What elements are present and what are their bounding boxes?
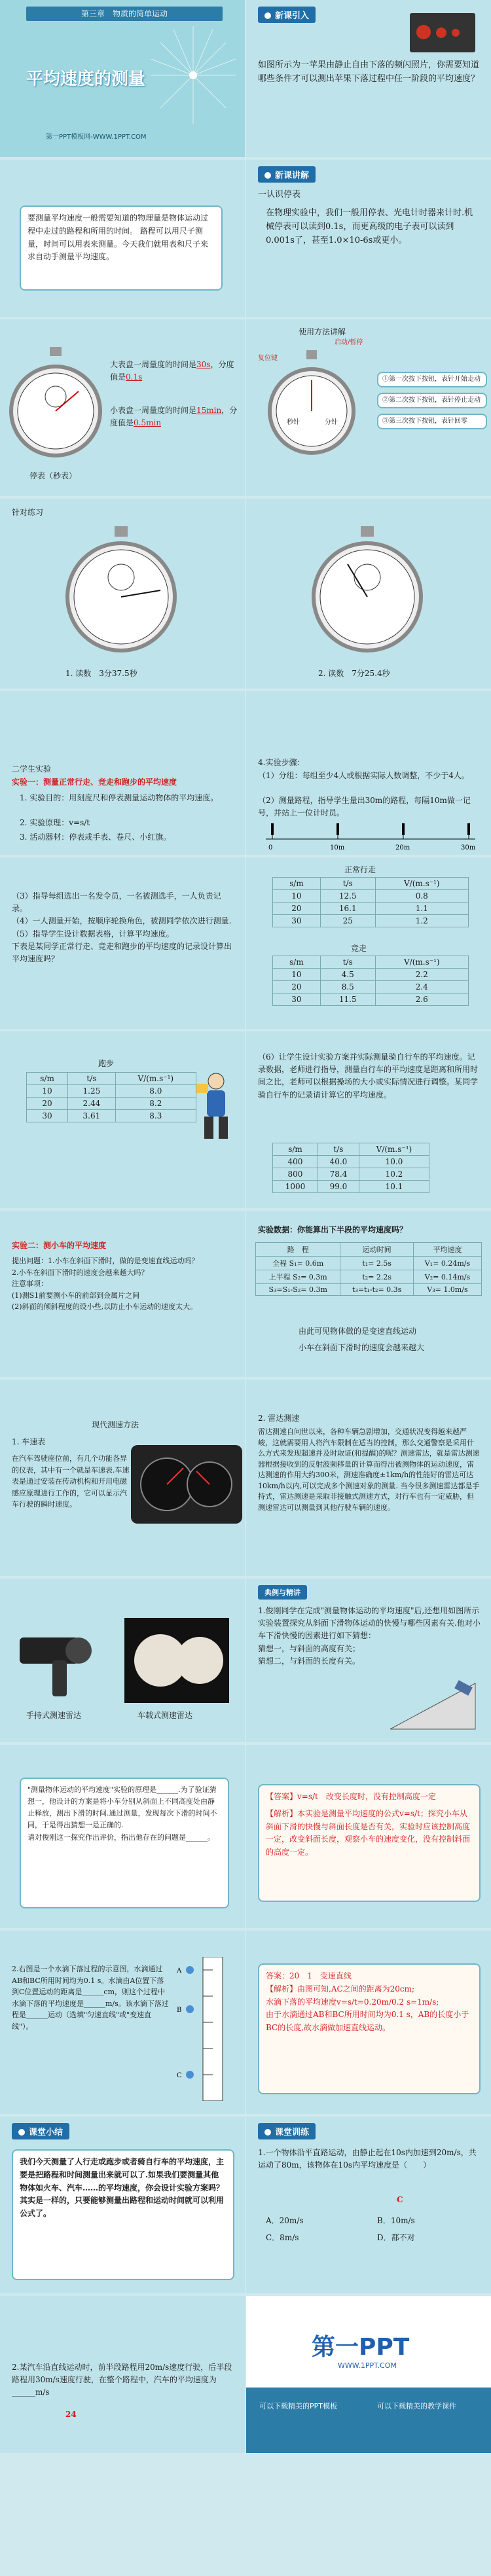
table-row: 30 11.5 2.6 xyxy=(273,993,469,1006)
stopwatch-icon xyxy=(62,525,180,656)
experiment-item: 3. 活动器材：停表或手表、卷尺、小红旗。 xyxy=(20,832,172,842)
drop-text: 2.右图是一个水滴下落过程的示意图，水滴通过AB和BC所用时间均为0.1 s。水滴由A位置下落到C位置运动的距离是______cm，则这个过程中水滴下落的平均速度是______m/s。该水滴下落过程是______运动（选填"匀速直线"或"变速直线"）。 xyxy=(12,1965,169,2031)
point-label: C xyxy=(177,2072,182,2079)
slide-exercise2 xyxy=(0,2296,245,2453)
intro-text: 如图所示为一苹果由静止自由下落的频闪照片，你需要知道哪些条件才可以测出苹果下落过程中任一阶段的平均速度？ xyxy=(258,60,480,84)
table-row: 30 3.61 8.3 xyxy=(27,1110,196,1122)
slope-diagram xyxy=(384,1677,482,1736)
option-item: C．8m/s xyxy=(266,2233,299,2242)
example-text: 1.俊刚同学在完成"测量物体运动的平均速度"后,还想用如图所示实验装置探究从斜面下滑物体运动的快慢与哪些因素有关.他对小车下滑快慢的因素进行如下猜想： 猜想一，与斜面的高度有关； 猜想二，与斜面的长度有关。 xyxy=(258,1606,481,1666)
stopwatch-icon xyxy=(308,525,426,656)
slide-answer2 xyxy=(246,1931,491,2114)
footer-text: 可以下载精美的教学课件 xyxy=(377,2402,456,2410)
usage-steps xyxy=(377,372,487,429)
stopwatch-icon xyxy=(7,346,105,463)
steps-item: （2）测量路程，指导学生量出30m的路程，每隔10m做一记号，并站上一位计时员。 xyxy=(258,796,471,818)
answer-text: 答案：20 1 变速直线 xyxy=(266,1971,352,1980)
slide-measure xyxy=(0,160,245,317)
steps-title: 4.实验步骤： xyxy=(258,758,305,767)
track-diagram xyxy=(259,822,482,852)
answer-text: 【答案】v=s/t 改变长度时，没有控制高度一定 xyxy=(266,1792,436,1801)
apple-photo xyxy=(410,13,475,52)
table-title-run: 跑步 xyxy=(98,1059,115,1068)
slide-usage xyxy=(246,319,491,496)
radar-gun-icon xyxy=(13,1624,105,1703)
label-second: 秒针 xyxy=(287,419,300,426)
usage-step: ②第二次按下按钮，表针停止走动 xyxy=(377,393,487,408)
data-conclusion: 由此可见物体做的是变速直线运动 xyxy=(299,1327,417,1336)
label-reset: 启动/暂停 xyxy=(335,339,363,346)
section-badge: 课堂小结 xyxy=(12,2123,69,2139)
end-logo: 第一PPT xyxy=(312,2334,410,2361)
table-row: 800 78.4 10.2 xyxy=(273,1168,429,1181)
answer-box xyxy=(258,1963,481,2094)
slide-practice1 xyxy=(0,499,245,689)
slide-answer1 xyxy=(246,1745,491,1928)
track-tick: 10m xyxy=(330,844,345,851)
option-item: B．10m/s xyxy=(377,2216,415,2225)
stopwatch-text: 在物理实验中，我们一般用停表、光电计时器来计时.机械停表可以读到0.1s，而更高级的电子表可以读到0.001s了，甚至1.0×10-6s或更小。 xyxy=(266,208,473,245)
end-url: WWW.1PPT.COM xyxy=(338,2361,397,2370)
speedometer-text: 在汽车驾驶座位前，有几个功能各异的仪表，其中有一个就是车速表.车速表是通过安装在传动机构和开用电磁感应原理进行工作的，它可以显示汽车行驶的瞬时速度。 xyxy=(12,1454,130,1509)
slide-experiment1 xyxy=(0,691,245,855)
answer-analysis: 由于水滴通过AB和BC所用时间均为0.1 s，AB的长度小于BC的长度,故水滴做加速直线运动。 xyxy=(266,2010,469,2033)
table-row: 400 40.0 10.0 xyxy=(273,1156,429,1168)
answer-analysis: 【解析】本实验是测量平均速度的公式v=s/t；探究小车从斜面下滑的快慢与斜面长度是否有关，实验时应该控制高度一定，改变斜面长度，观察小车的速度变化，没有控制斜面的高度一定。 xyxy=(266,1808,471,1857)
option-item: A．20m/s xyxy=(266,2216,304,2225)
stopwatch-caption: 停表（秒表） xyxy=(29,471,77,480)
page-title: 平均速度的测量 xyxy=(26,69,146,89)
bike-table: s/m t/s V/(m.s⁻¹) 400 40.0 10.0 800 78.4 10.2 1000 99.0 10.1 xyxy=(272,1143,429,1193)
slide-title xyxy=(0,0,245,157)
ruler-diagram xyxy=(177,1957,236,2101)
answer-analysis: 水滴下落的平均速度v=s/t=0.20m/0.2 s=1m/s; xyxy=(266,1997,439,2007)
brand-text: 第一PPT模板网-WWW.1PPT.COM xyxy=(46,134,147,141)
table-row: 10 12.5 0.8 xyxy=(273,890,469,903)
modern-title: 现代测速方法 xyxy=(92,1420,139,1429)
exercise-text: 2.某汽车沿直线运动时，前半段路程用20m/s速度行驶，后半段路程用30m/s速度行驶，在整个路程中，汽车的平均速度为______m/s xyxy=(12,2363,232,2397)
radar-text: 雷达测速自问世以来，各种车辆急剧增加，交通状况变得越来越严峻，这就需要用人将汽车限制在适当的控制，那么交通警察是采用什么方式来发现超速并及时取证(和提醒)的呢？测速雷达，就是雷达测速器根据接收到的反射波频移量的计算而得出被测物体的运动速度，雷达测速的作用大约300米，测速准确度±1km/h的性能好的雷达可达10km/h以内,可以完成多个测速对象的测量. 当今很多测速雷达都是手持式，雷达测速是采取非接触式测速方式，对行车也有一定威胁，但测速雷达可以测量到其他行驶车辆的速度。 xyxy=(258,1427,480,1512)
table-row: 20 16.1 1.1 xyxy=(273,903,469,915)
label-minute: 分针 xyxy=(325,419,338,426)
training-answer: C xyxy=(397,2195,403,2204)
table-row: 全程 S₁= 0.6m t₁= 2.5s V₁= 0.24m/s xyxy=(256,1257,482,1270)
race-table: s/m t/s V/(m.s⁻¹) 10 4.5 2.2 20 8.5 2.4 30 11.5 2.6 xyxy=(272,956,469,1006)
slide-stopwatch xyxy=(0,319,245,496)
end-footer xyxy=(246,2388,491,2453)
section-badge: 典例与精讲 xyxy=(258,1585,307,1600)
slide-table-walk xyxy=(246,857,491,1029)
slide-training xyxy=(246,2117,491,2293)
steps-item: （1）分组：每组至少4人或根据实际人数调整，不少于4人。 xyxy=(258,771,469,780)
chapter-banner: 第三章 物质的简单运动 xyxy=(26,7,223,21)
slide-bike xyxy=(246,1031,491,1208)
table-title-walk: 正常行走 xyxy=(344,865,376,874)
track-tick: 0 xyxy=(268,844,273,851)
sub-heading: 一认识停表 xyxy=(258,190,301,200)
label-resetkey: 复位键 xyxy=(258,355,278,362)
table-row: 1000 99.0 10.1 xyxy=(273,1181,429,1193)
run-table: s/m t/s V/(m.s⁻¹) 10 1.25 8.0 20 2.44 8.2 30 3.61 8.3 xyxy=(26,1072,196,1122)
procedure-text: （3）指导每组选出一名发令员，一名被测选手，一人负责记录。 （4）一人测量开始，按顺序轮换角色，被测同学依次进行测量. （5）指导学生设计数据表格，计算平均速度。 下表是某同学正常行走、竞走和跑步的平均速度的记录设计算出平均速度吗？ xyxy=(12,891,232,963)
table-row: S₃=S₁-S₂= 0.3m t₃=t₁-t₂= 0.3s V₃= 1.0m/s xyxy=(256,1284,482,1296)
experiment-heading: 实验一：测量正常行走、竞走和跑步的平均速度 xyxy=(12,778,177,787)
experiment-item: 2. 实验原理：v=s/t xyxy=(20,818,90,827)
bike-text: （6）让学生设计实验方案并实际测量骑自行车的平均速度。记录数据，老师进行指导，测量自行车的平均速度是距离和所用时间之比，老师可以根据操场的大小或实际情况进行调整。某同学骑自行车的记录请计算它的平均速度。 xyxy=(258,1052,479,1100)
stopwatch-line2: 小表盘一周量度的时间是15min，分度值是0.5min xyxy=(110,406,238,428)
slide-summary xyxy=(0,2117,245,2293)
section-badge: 新课讲解 xyxy=(258,166,316,183)
section-badge: 课堂训练 xyxy=(258,2123,316,2139)
radar-caption: 车载式测速雷达 xyxy=(137,1711,193,1720)
table-row: 30 25 1.2 xyxy=(273,915,469,927)
slide-data xyxy=(246,1211,491,1377)
track-tick: 20m xyxy=(395,844,410,851)
stopwatch-line1: 大表盘一周量度的时间是30s，分度值是0.1s xyxy=(110,360,234,382)
summary-text: 我们今天测量了人行走或跑步或者骑自行车的平均速度，主要是把路程和时间测量出来就可以了.如果我们要测量其他物体如火车、汽车……的平均速度，你会设计实验方案吗？其实是一样的，只要能够测量出路程和运动时间就可以利用公式了。 xyxy=(12,2149,234,2280)
question-text: "测量物体运动的平均速度"实验的原理是______.为了验证猜想一，他设计的方案是将小车分别从斜面上不同高度处由静止释放，测出下滑的时间.通过测量，发现每次下滑的时间不同，于是得出猜想一是正确的. 请对俊刚这一探究作出评价，指出他存在的问题是______。 xyxy=(20,1778,229,1908)
usage-step: ①第一次按下按钮，表针开始走动 xyxy=(377,372,487,387)
slide-drop xyxy=(0,1931,245,2114)
practice-answer2: 2. 读数 7分25.4秒 xyxy=(318,669,390,678)
experiment-item: 1. 实验目的：用刻度尺和停表测量运动物体的平均速度。 xyxy=(20,793,219,802)
table-row: 10 1.25 8.0 xyxy=(27,1085,196,1098)
slide-practice2 xyxy=(246,499,491,689)
slide-stopwatch-intro xyxy=(246,160,491,317)
practice-answer1: 1. 读数 3分37.5秒 xyxy=(65,669,137,678)
answer-box xyxy=(258,1784,481,1902)
slide-steps xyxy=(246,691,491,855)
radar-title: 2. 雷达测速 xyxy=(258,1414,300,1423)
measure-text: 要测量平均速度一般需要知道的物理量是物体运动过程中走过的路程和所用的时间。 路程可以用尺子测量，时间可以用表来测量。今天我们就用表和尺子来求自动手测量平均速度。 xyxy=(20,206,223,291)
slide-radar xyxy=(246,1380,491,1576)
slide-intro xyxy=(246,0,491,157)
data-table: 路 程 运动时间 平均速度 全程 S₁= 0.6m t₁= 2.5s V₁= 0.24m/s 上半程 S₂= 0.3m t₂= 2.2s V₂= 0.14m/s S₃=S₁-S₂= 0.3m t₃=t₁-t₂= 0.3s V₃= 1.0m/s xyxy=(255,1242,482,1296)
usage-step: ③第三次按下按钮，表针回零 xyxy=(377,414,487,429)
radar-caption: 手持式测速雷达 xyxy=(26,1711,82,1720)
slide-speedometer xyxy=(0,1380,245,1576)
answer-analysis: 【解析】由图可知,AC之间的距离为20cm; xyxy=(266,1984,415,1994)
data-title: 实验数据：你能算出下半段的平均速度吗？ xyxy=(258,1225,408,1234)
table-row: 上半程 S₂= 0.3m t₂= 2.2s V₂= 0.14m/s xyxy=(256,1270,482,1284)
point-label: B xyxy=(177,2007,182,2014)
table-row: 10 4.5 2.2 xyxy=(273,969,469,981)
person-icon xyxy=(196,1071,236,1143)
footer-text: 可以下载精美的PPT模板 xyxy=(259,2402,337,2410)
track-tick: 30m xyxy=(461,844,476,851)
usage-title: 使用方法讲解 xyxy=(299,327,346,336)
car-radar-icon xyxy=(124,1618,229,1703)
slide-procedure xyxy=(0,857,245,1029)
practice-title: 针对练习 xyxy=(12,508,44,517)
slide-table-run xyxy=(0,1031,245,1208)
point-label: A xyxy=(177,1967,182,1975)
slide-experiment2 xyxy=(0,1211,245,1377)
data-conclusion: 小车在斜面下滑时的速度会越来越大 xyxy=(299,1343,425,1352)
stopwatch-icon xyxy=(266,349,357,460)
table-title-race: 竞走 xyxy=(351,944,367,953)
table-row: 20 8.5 2.4 xyxy=(273,981,469,993)
experiment2-text: 提出问题：1.小车在斜面下滑时，做的是变速直线运动吗？ 2.小车在斜面下滑时的速度会越来越大吗？ 注意事项： (1)测S1前要测小车的前部到金属片之间 (2)斜面的倾斜程度的设小些,以防止小车运动的速度太大。 xyxy=(12,1257,199,1312)
speedometer-title: 1. 车速表 xyxy=(12,1437,46,1446)
walk-table: s/m t/s V/(m.s⁻¹) 10 12.5 0.8 20 16.1 1.1 30 25 1.2 xyxy=(272,877,469,927)
experiment2-heading: 实验二：测小车的平均速度 xyxy=(12,1241,107,1250)
slide-example xyxy=(246,1579,491,1742)
slide-radar-devices xyxy=(0,1579,245,1742)
section-badge: 新课引入 xyxy=(258,7,316,23)
table-row: 20 2.44 8.2 xyxy=(27,1098,196,1110)
option-item: D．都不对 xyxy=(377,2233,415,2242)
exercise-answer: 24 xyxy=(65,2410,77,2419)
training-question: 1.一个物体沿平直路运动，由静止起在10s内加速到20m/s，共运动了80m，该物体在10s内平均速度是（ ） xyxy=(258,2148,477,2170)
slide-ending xyxy=(246,2296,491,2453)
slide-question xyxy=(0,1745,245,1928)
dandelion-icon xyxy=(144,20,242,131)
speedometer-icon xyxy=(131,1445,242,1524)
experiment-title: 二学生实验 xyxy=(12,764,52,774)
